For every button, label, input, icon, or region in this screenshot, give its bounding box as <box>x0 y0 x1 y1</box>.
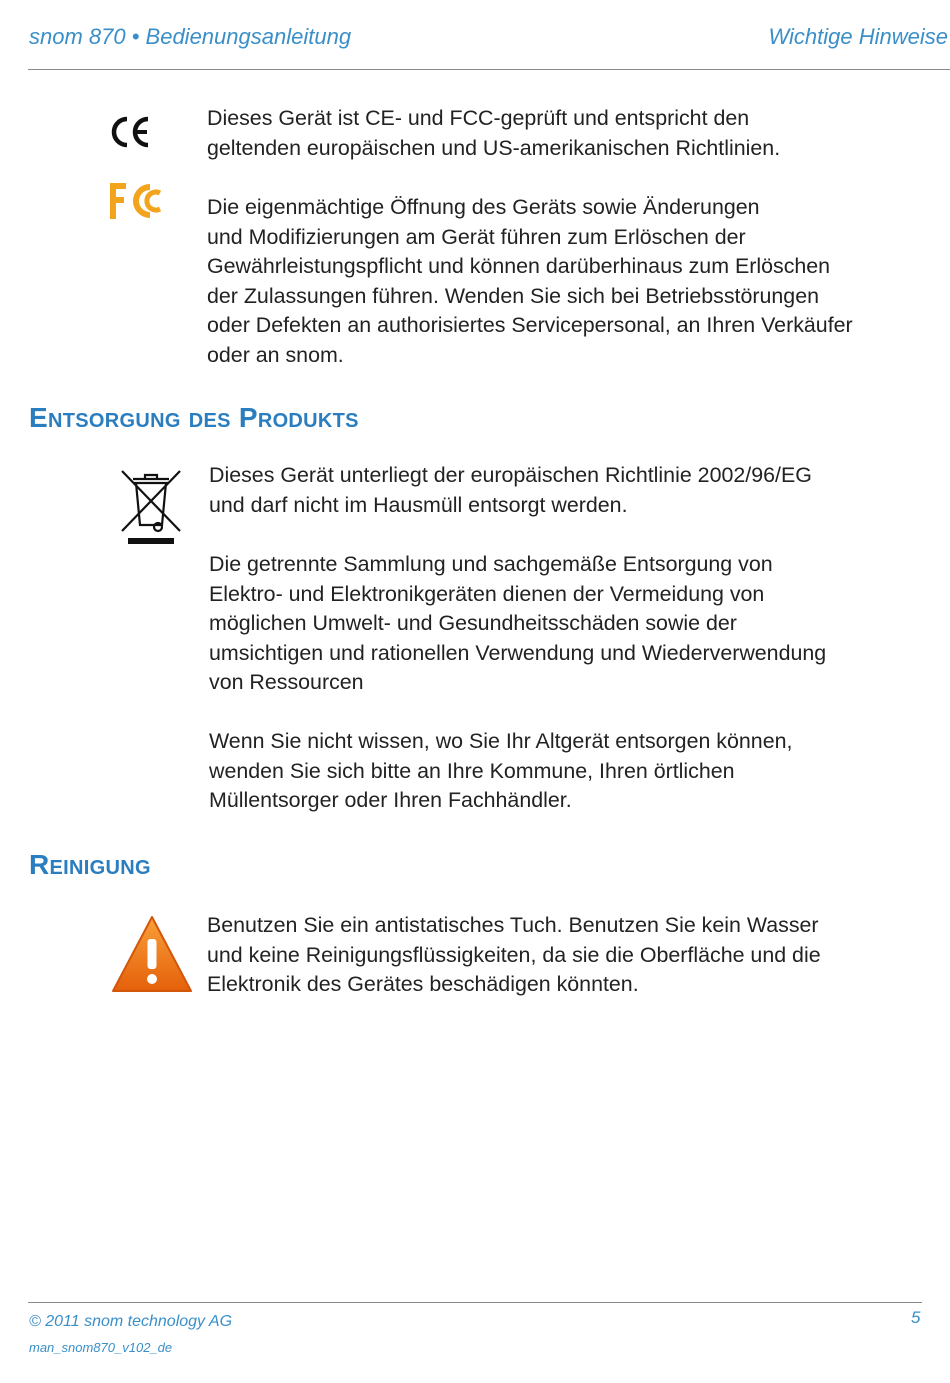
section-title-disposal: Entsorgung des Produkts <box>29 402 359 433</box>
running-header-title: snom 870 • Bedienungsanleitung <box>29 24 352 49</box>
cleaning-paragraph-1: Benutzen Sie ein antistatisches Tuch. Benutzen Sie kein Wasser und keine Reinigungsflüssigkeiten, da sie die Oberfläche und die Elektronik des Gerätes beschädigen könnten. <box>207 913 821 997</box>
ce-mark-icon <box>108 115 152 149</box>
disposal-paragraph-1: Dieses Gerät unterliegt der europäischen Richtlinie 2002/96/EG und darf nicht im Hausmüll entsorgt werden. <box>209 463 812 517</box>
footer-copyright: © 2011 snom technology AG <box>29 1313 233 1330</box>
footer-document-id: man_snom870_v102_de <box>29 1340 173 1355</box>
section-title-cleaning: Reinigung <box>29 849 151 880</box>
footer-divider <box>28 1302 922 1303</box>
page-number: 5 <box>911 1308 921 1327</box>
disposal-paragraph-3: Wenn Sie nicht wissen, wo Sie Ihr Altgerät entsorgen können, wenden Sie sich bitte an Ihre Kommune, Ihren örtlichen Müllentsorger oder Ihren Fachhändler. <box>209 729 793 813</box>
compliance-paragraph-2: Die eigenmächtige Öffnung des Geräts sowie Änderungen und Modifizierungen am Gerät führen zum Erlöschen der Gewährleistungspflicht und können darüberhinaus zum Erlöschen der Zulassungen führen. Wenden Sie sich bei Betriebsstörungen oder Defekten an authorisiertes Servicepersonal, an Ihren Verkäufer oder an snom. <box>207 195 853 367</box>
disposal-paragraph-2: Die getrennte Sammlung und sachgemäße Entsorgung von Elektro- und Elektronikgeräten dienen der Vermeidung von möglichen Umwelt- und Gesundheitsschäden sowie der umsichtigen und rationellen Verwendung und Wiederverwendung von Ressourcen <box>209 552 827 695</box>
crossed-out-wheelie-bin-icon <box>118 467 184 547</box>
running-header-section: Wichtige Hinweise <box>768 24 948 49</box>
header-divider <box>28 69 950 70</box>
fcc-logo-icon <box>108 181 166 221</box>
compliance-paragraph-1: Dieses Gerät ist CE- und FCC-geprüft und entspricht den geltenden europäischen und US-amerikanischen Richtlinien. <box>207 106 781 160</box>
warning-triangle-icon <box>110 913 194 995</box>
